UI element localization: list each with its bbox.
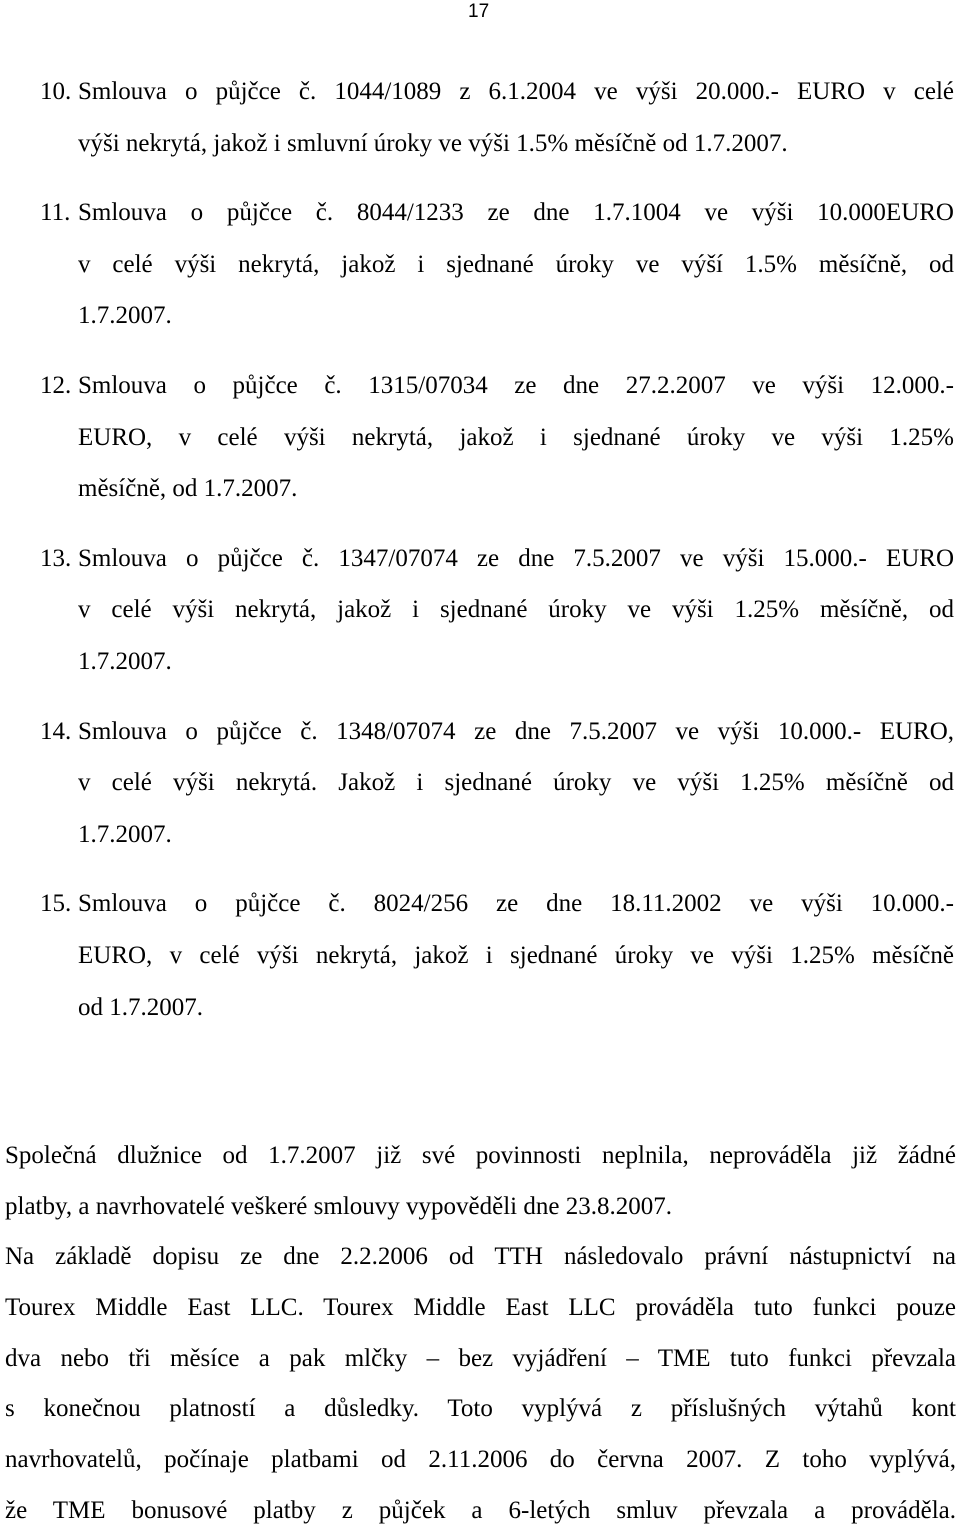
page-number: 17 bbox=[468, 1, 490, 22]
paragraph-line: platby, a navrhovatelé veškeré smlouvy vypověděli dne 23.8.2007. bbox=[5, 1192, 672, 1220]
item-line: 1.7.2007. bbox=[78, 820, 172, 848]
paragraph-line: Společná dlužnice od 1.7.2007 již své povinnosti neplnila, neprováděla již žádné bbox=[5, 1142, 956, 1169]
list-item bbox=[0, 706, 954, 861]
item-line: EURO, v celé výši nekrytá, jakož i sjednané úroky ve výši 1.25% měsíčně bbox=[78, 941, 954, 969]
item-number: 14. bbox=[40, 717, 72, 745]
item-line: výši nekrytá, jakož i smluvní úroky ve výši 1.5% měsíčně od 1.7.2007. bbox=[78, 129, 788, 157]
paragraph-line: dva nebo tři měsíce a pak mlčky – bez vyjádření – TME tuto funkci převzala bbox=[5, 1344, 956, 1372]
item-line: Smlouva o půjčce č. 1348/07074 ze dne 7.5.2007 ve výši 10.000.- EURO, bbox=[78, 717, 954, 745]
item-line: Smlouva o půjčce č. 1315/07034 ze dne 27.2.2007 ve výši 12.000.- bbox=[78, 371, 954, 399]
item-number: 15. bbox=[40, 890, 72, 918]
list-item bbox=[0, 66, 954, 169]
item-line: 1.7.2007. bbox=[78, 647, 172, 675]
item-line: Smlouva o půjčce č. 1044/1089 z 6.1.2004 ve výši 20.000.- EURO v celé bbox=[78, 78, 954, 105]
list-item bbox=[0, 187, 954, 342]
item-line: EURO, v celé výši nekrytá, jakož i sjednané úroky ve výši 1.25% bbox=[78, 423, 954, 451]
list-item bbox=[0, 878, 954, 1033]
item-number: 10. bbox=[40, 78, 72, 105]
list-item bbox=[0, 360, 954, 515]
item-line: Smlouva o půjčce č. 8024/256 ze dne 18.11.2002 ve výši 10.000.- bbox=[78, 890, 954, 918]
item-line: měsíčně, od 1.7.2007. bbox=[78, 475, 298, 503]
item-line: v celé výši nekrytá, jakož i sjednané úroky ve výší 1.5% měsíčně, od bbox=[78, 250, 954, 278]
paragraph-line: s konečnou platností a důsledky. Toto vyplývá z příslušných výtahů kont bbox=[5, 1395, 956, 1423]
paragraph-succession bbox=[5, 1232, 956, 1537]
paragraph-line: Na základě dopisu ze dne 2.2.2006 od TTH následovalo právní nástupnictví na bbox=[5, 1243, 956, 1270]
paragraph-line: že TME bonusové platby z půjček a 6-letých smluv převzala a prováděla. bbox=[5, 1496, 956, 1524]
item-line: od 1.7.2007. bbox=[78, 993, 203, 1021]
item-line: Smlouva o půjčce č. 8044/1233 ze dne 1.7.1004 ve výši 10.000EURO bbox=[78, 199, 954, 227]
item-number: 11. bbox=[40, 199, 71, 227]
list-item bbox=[0, 533, 954, 688]
paragraph-line: Tourex Middle East LLC. Tourex Middle East LLC prováděla tuto funkci pouze bbox=[5, 1293, 956, 1321]
loan-agreement-list bbox=[0, 66, 960, 1051]
item-number: 12. bbox=[40, 371, 72, 399]
item-line: v celé výši nekrytá. Jakož i sjednané úroky ve výši 1.25% měsíčně od bbox=[78, 769, 954, 797]
item-line: Smlouva o půjčce č. 1347/07074 ze dne 7.5.2007 ve výši 15.000.- EURO bbox=[78, 544, 954, 572]
paragraph-debtor-default bbox=[5, 1131, 956, 1233]
item-number: 13. bbox=[40, 544, 72, 572]
paragraph-line: navrhovatelů, počínaje platbami od 2.11.2006 do června 2007. Z toho vyplývá, bbox=[5, 1446, 956, 1474]
item-line: 1.7.2007. bbox=[78, 302, 172, 330]
item-line: v celé výši nekrytá, jakož i sjednané úroky ve výši 1.25% měsíčně, od bbox=[78, 596, 954, 624]
